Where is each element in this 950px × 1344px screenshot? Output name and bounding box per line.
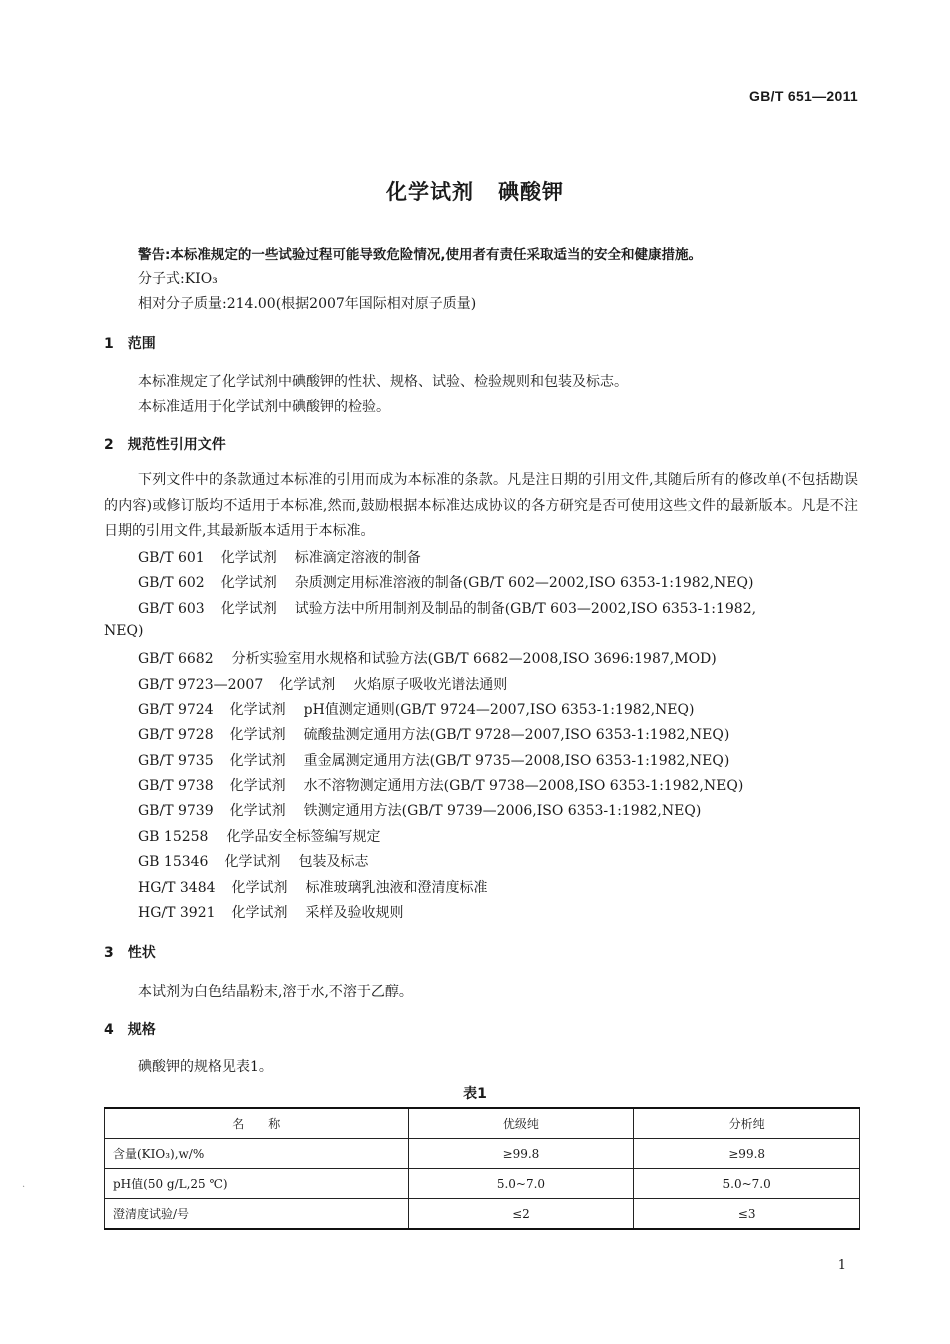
reference-code: GB/T 9738 [138, 778, 214, 794]
warning-text: 警告:本标准规定的一些试验过程可能导致危险情况,使用者有责任采取适当的安全和健康措施。 [138, 247, 703, 263]
reference-desc: 硫酸盐测定通用方法(GB/T 9728—2007,ISO 6353-1:1982,NEQ) [303, 727, 730, 743]
reference-item [138, 572, 753, 592]
reference-name: 化学试剂 [229, 727, 286, 743]
section-4-paragraph: 碘酸钾的规格见表1。 [138, 1059, 273, 1075]
reference-code: GB/T 603 [138, 601, 205, 617]
table-row [105, 1139, 860, 1169]
reference-code: GB/T 601 [138, 550, 205, 566]
section-2-heading: 2 规范性引用文件 [104, 437, 226, 453]
page-title [0, 176, 950, 206]
reference-name: 化学试剂 [231, 880, 288, 896]
molecular-mass: 相对分子质量:214.00(根据2007年国际相对原子质量) [138, 296, 477, 312]
reference-code: GB/T 9735 [138, 753, 214, 769]
reference-name: 化学试剂 [220, 575, 277, 591]
reference-code: GB/T 602 [138, 575, 205, 591]
title-part-1: 化学试剂 [386, 180, 474, 204]
reference-item [138, 648, 717, 668]
document-code: GB/T 651—2011 [749, 88, 858, 104]
reference-item [138, 877, 488, 897]
reference-code: GB/T 9739 [138, 803, 214, 819]
reference-desc: 标准玻璃乳浊液和澄清度标准 [305, 880, 488, 896]
reference-item [138, 674, 507, 694]
table-cell: ≥99.8 [408, 1139, 634, 1169]
reference-desc: 火焰原子吸收光谱法通则 [353, 677, 508, 693]
molecular-formula: 分子式:KIO₃ [138, 271, 218, 287]
reference-item [138, 699, 694, 719]
reference-item [138, 800, 701, 820]
table-row [105, 1169, 860, 1199]
reference-desc: 分析实验室用水规格和试验方法(GB/T 6682—2008,ISO 3696:1987,MOD) [231, 651, 717, 667]
table-header-row [105, 1108, 860, 1139]
table-cell: 澄清度试验/号 [105, 1199, 409, 1230]
specification-table [104, 1107, 860, 1230]
section-3-paragraph: 本试剂为白色结晶粉末,溶于水,不溶于乙醇。 [138, 984, 413, 1000]
reference-item [138, 826, 380, 846]
table-cell: ≤3 [634, 1199, 860, 1230]
page-number: 1 [837, 1258, 846, 1273]
reference-code: HG/T 3921 [138, 905, 216, 921]
reference-item [138, 598, 756, 618]
table-caption: 表1 [463, 1086, 487, 1102]
reference-name: 化学试剂 [224, 854, 281, 870]
reference-desc: 包装及标志 [298, 854, 369, 870]
reference-item [138, 547, 421, 567]
reference-name: 化学试剂 [231, 905, 288, 921]
section-2-intro: 下列文件中的条款通过本标准的引用而成为本标准的条款。凡是注日期的引用文件,其随后所有的修改单(不包括勘误的内容)或修订版均不适用于本标准,然而,鼓励根据本标准达成协议的各方研究是否可使用这些文件的最新版本。凡是不注日期的引用文件,其最新版本适用于本标准。 [104, 472, 858, 539]
reference-desc: 标准滴定溶液的制备 [294, 550, 421, 566]
reference-desc: 杂质测定用标准溶液的制备(GB/T 602—2002,ISO 6353-1:1982,NEQ) [294, 575, 754, 591]
table-cell: 5.0~7.0 [408, 1169, 634, 1199]
section-4-heading: 4 规格 [104, 1022, 156, 1038]
table-cell: ≤2 [408, 1199, 634, 1230]
table-cell: ≥99.8 [634, 1139, 860, 1169]
reference-item [138, 851, 368, 871]
reference-name: 化学试剂 [229, 753, 286, 769]
reference-name: 化学试剂 [220, 601, 277, 617]
reference-desc: 水不溶物测定通用方法(GB/T 9738—2008,ISO 6353-1:1982,NEQ) [303, 778, 744, 794]
column-header-analytical-reagent: 分析纯 [634, 1108, 860, 1139]
reference-code: GB 15346 [138, 854, 209, 870]
title-part-2: 碘酸钾 [498, 180, 564, 204]
reference-name: 化学试剂 [279, 677, 336, 693]
reference-desc: 重金属测定通用方法(GB/T 9735—2008,ISO 6353-1:1982,NEQ) [303, 753, 730, 769]
reference-code: GB/T 9724 [138, 702, 214, 718]
reference-name: 化学试剂 [229, 702, 286, 718]
section-1-heading: 1 范围 [104, 336, 156, 352]
table-row [105, 1199, 860, 1230]
section-3-heading: 3 性状 [104, 945, 156, 961]
reference-item [138, 724, 729, 744]
reference-continuation: NEQ) [104, 623, 144, 639]
column-header-guaranteed-reagent: 优级纯 [408, 1108, 634, 1139]
reference-item [138, 902, 404, 922]
section-1-paragraph-2: 本标准适用于化学试剂中碘酸钾的检验。 [138, 399, 390, 415]
reference-item [138, 775, 743, 795]
reference-desc: 化学品安全标签编写规定 [226, 829, 381, 845]
reference-code: GB/T 6682 [138, 651, 214, 667]
table-cell: 5.0~7.0 [634, 1169, 860, 1199]
reference-item [138, 750, 729, 770]
scan-mark: · [22, 1182, 26, 1193]
column-header-name: 名 称 [105, 1108, 409, 1139]
table-cell: pH值(50 g/L,25 ℃) [105, 1169, 409, 1199]
reference-name: 化学试剂 [229, 778, 286, 794]
reference-code: GB/T 9728 [138, 727, 214, 743]
section-1-paragraph-1: 本标准规定了化学试剂中碘酸钾的性状、规格、试验、检验规则和包装及标志。 [138, 374, 628, 390]
table-cell: 含量(KIO₃),w/% [105, 1139, 409, 1169]
reference-desc: 试验方法中所用制剂及制品的制备(GB/T 603—2002,ISO 6353-1:1982, [294, 601, 757, 617]
reference-name: 化学试剂 [220, 550, 277, 566]
reference-code: GB/T 9723—2007 [138, 677, 264, 693]
reference-desc: 采样及验收规则 [305, 905, 404, 921]
reference-code: HG/T 3484 [138, 880, 216, 896]
reference-name: 化学试剂 [229, 803, 286, 819]
reference-code: GB 15258 [138, 829, 209, 845]
reference-desc: pH值测定通则(GB/T 9724—2007,ISO 6353-1:1982,NEQ) [303, 702, 695, 718]
reference-desc: 铁测定通用方法(GB/T 9739—2006,ISO 6353-1:1982,NEQ) [303, 803, 702, 819]
